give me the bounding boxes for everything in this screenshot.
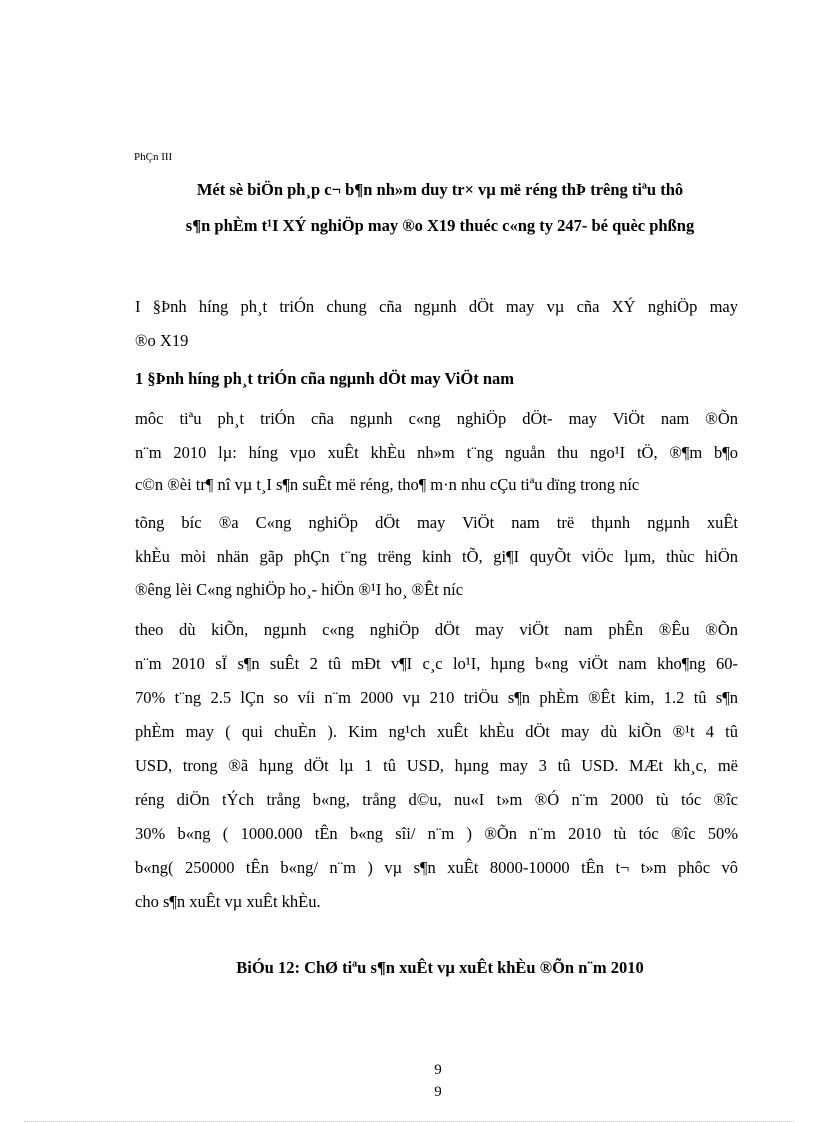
body-line: n¨m 2010 lµ: híng vµo xuÊt khÈu nh»m t¨ng nguån thu ngo¹I tÖ, ®¶m b¶o: [135, 443, 738, 462]
body-line: tõng bíc ®a C«ng nghiÖp dÖt may ViÖt nam trë thµnh ngµnh xuÊt: [135, 513, 738, 532]
page-number: 9: [434, 1062, 442, 1078]
body-line: ®o X19: [135, 331, 189, 350]
body-line: phÈm may ( qui chuÈn ). Kim ng¹ch xuÊt khÈu dÖt may dù kiÕn ®¹t 4 tû: [135, 722, 738, 741]
page-number-repeat: 9: [434, 1084, 442, 1100]
body-line: réng diÖn tÝch trång b«ng, trång d©u, nu«I t»m ®Ó n¨m 2000 tù tóc ®îc: [135, 790, 738, 809]
body-line: b«ng( 250000 tÊn b«ng/ n¨m ) vµ s¶n xuÊt 8000-10000 tÊn t¬ t»m phôc vô: [135, 858, 738, 877]
page-bottom-rule: [24, 1121, 794, 1122]
body-line: theo dù kiÕn, ngµnh c«ng nghiÖp dÖt may viÖt nam phÊn ®Êu ®Õn: [135, 620, 738, 639]
title-line-1: Mét sè biÖn ph¸p c¬ b¶n nh»m duy tr× vµ më réng thÞ trêng tiªu thô: [196, 180, 684, 199]
body-line: c©n ®èi tr¶ nî vµ t¸I s¶n suÊt më réng, tho¶ m·n nhu cÇu tiªu dïng trong níc: [135, 475, 640, 494]
body-line: I §Þnh híng ph¸t triÓn chung cña ngµnh dÖt may vµ cña XÝ nghiÖp may: [135, 297, 738, 316]
body-line: n¨m 2010 sÏ s¶n suÊt 2 tû mÐt v¶I c¸c lo¹I, hµng b«ng viÖt nam kho¶ng 60-: [135, 654, 738, 673]
figure-caption: BiÓu 12: ChØ tiªu s¶n xuÊt vµ xuÊt khÈu ®Õn n¨m 2010: [236, 958, 644, 977]
title-line-2: s¶n phÈm t¹I XÝ nghiÖp may ®o X19 thuéc c«ng ty 247- bé quèc phßng: [185, 216, 695, 235]
body-line: 30% b«ng ( 1000.000 tÊn b«ng sîi/ n¨m ) ®Õn n¨m 2010 tù tóc ®îc 50%: [135, 824, 738, 843]
part-label: PhÇn III: [134, 151, 173, 163]
body-line: cho s¶n xuÊt vµ xuÊt khÈu.: [135, 892, 321, 911]
body-line: USD, trong ®ã hµng dÖt lµ 1 tû USD, hµng may 3 tû USD. MÆt kh¸c, më: [135, 756, 738, 775]
section-heading: 1 §Þnh híng ph¸t triÓn cña ngµnh dÖt may ViÖt nam: [135, 369, 515, 388]
body-line: môc tiªu ph¸t triÓn cña ngµnh c«ng nghiÖp dÖt- may ViÖt nam ®Õn: [135, 409, 738, 428]
body-line: khÈu mòi nhän gãp phÇn t¨ng trëng kinh tÕ, gi¶I quyÕt viÖc lµm, thùc hiÖn: [135, 547, 738, 566]
body-line: 70% t¨ng 2.5 lÇn so víi n¨m 2000 vµ 210 triÖu s¶n phÈm ®Êt kim, 1.2 tû s¶n: [135, 688, 738, 707]
body-line: ®êng lèi C«ng nghiÖp ho¸- hiÖn ®¹I ho¸ ®Êt níc: [135, 580, 464, 599]
